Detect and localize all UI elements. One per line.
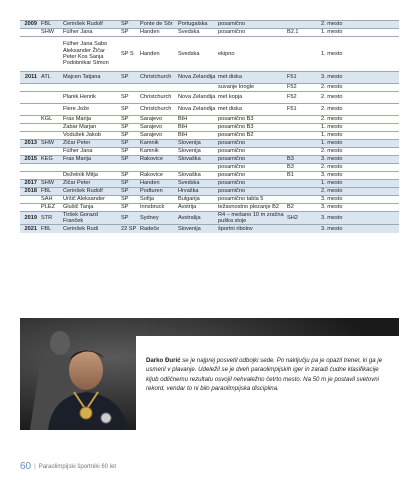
cell-name: Fras Marija: [63, 116, 91, 123]
cell-city: Innsbruck: [140, 204, 165, 211]
cell-country: BIH: [178, 116, 188, 123]
cell-year: 2021: [24, 225, 37, 232]
cell-res: 1. mesto: [321, 50, 343, 57]
cell-disc: športni ribolov: [218, 225, 253, 232]
cell-country: BIH: [178, 124, 188, 131]
cell-name: Fülher Jana: [63, 148, 93, 155]
cell-country: Slovenija: [178, 148, 201, 155]
cell-country: Slovenija: [178, 140, 201, 147]
table-row: [20, 28, 399, 36]
cell-name: Fülher Jana Sabo Aleksander Žičar Peter Kos Sanja Podobnikar Simon: [63, 41, 109, 67]
cell-city: Rakovice: [140, 172, 164, 179]
cell-cls: SP: [121, 21, 129, 28]
table-row: [20, 224, 399, 233]
caption-text: se je najprej posvetil odbojki sede. Po naključju pa je opazil trener, ki ga je usmeril v plavanje. Udeležil se je dveh paraolimpijskih iger in zaradi čudne klasifikacije kljub odličnemu rezultatu osvojil nehvaležno četrto mesto. Na 50 m je postavil svetovni rekord, vendar to ni bilo paraolimpijska disciplina.: [146, 357, 383, 393]
cell-country: Švedska: [178, 50, 200, 57]
cell-res: 2. mesto: [321, 188, 343, 195]
cell-cat: F52: [287, 94, 297, 101]
cell-club: FBL: [41, 21, 52, 28]
cell-city: Rakovice: [140, 156, 164, 163]
cell-city: Podturen: [140, 188, 163, 195]
cell-name: Majcen Tatjana: [63, 74, 101, 81]
cell-name: Tiršek Gorazd Franček: [63, 211, 98, 224]
table-row: [20, 91, 399, 103]
cell-cls: SP: [121, 124, 129, 131]
table-row: [20, 155, 399, 163]
table-row: [20, 171, 399, 179]
cell-disc: posamično: [218, 188, 246, 195]
cell-cls: SP: [121, 196, 129, 203]
cell-city: Christchurch: [140, 106, 172, 113]
cell-res: 2. mesto: [321, 116, 343, 123]
cell-club: KEG: [41, 156, 53, 163]
cell-year: 2018: [24, 188, 37, 195]
cell-country: Švedska: [178, 29, 200, 36]
cell-disc: ekipno: [218, 50, 235, 57]
cell-club: KGL: [41, 116, 53, 123]
cell-cls: SP: [121, 94, 129, 101]
cell-club: SHW: [41, 140, 55, 147]
cell-name: Flere Jože: [63, 106, 90, 113]
cell-name: Planik Henrik: [63, 94, 96, 101]
cell-disc: posamično: [218, 172, 246, 179]
results-table: [20, 20, 399, 233]
cell-cls: SP: [121, 204, 129, 211]
cell-cls: SP: [121, 140, 129, 147]
footer-separator: |: [34, 464, 36, 471]
cell-res: 3. mesto: [321, 156, 343, 163]
cell-name: Žičar Peter: [63, 140, 91, 147]
cell-res: 1. mesto: [321, 140, 343, 147]
cell-club: STR: [41, 214, 53, 221]
cell-country: Nova Zelandija: [178, 106, 216, 113]
publication-title: Paraolimpijski športniki 60 let: [38, 464, 117, 471]
cell-disc: posamično B2: [218, 132, 254, 139]
cell-res: 2. mesto: [321, 21, 343, 28]
cell-club: FBL: [41, 225, 52, 232]
cell-res: 3. mesto: [321, 196, 343, 203]
cell-club: ŠAH: [41, 196, 53, 203]
cell-city: Ponte de Sôr: [140, 21, 173, 28]
cell-name: Deželnik Mitja: [63, 172, 98, 179]
cell-res: 2. mesto: [321, 84, 343, 91]
cell-city: Sarajevo: [140, 132, 163, 139]
cell-city: Handen: [140, 29, 160, 36]
cell-country: Švedska: [178, 180, 200, 187]
cell-year: 2011: [24, 74, 37, 81]
cell-disc: R4 – mešano 10 m zračna puška stoje: [218, 211, 284, 224]
cell-cat: B3: [287, 164, 294, 171]
cell-country: Slovenija: [178, 225, 201, 232]
table-row: [20, 163, 399, 171]
cell-cat: SH2: [287, 214, 298, 221]
cell-name: Fülher Jana: [63, 29, 93, 36]
cell-cls: SP: [121, 180, 129, 187]
cell-year: 2017: [24, 180, 37, 187]
cell-country: Bulgarija: [178, 196, 200, 203]
table-row: [20, 83, 399, 91]
table-row: [20, 195, 399, 203]
cell-city: Kamnik: [140, 140, 159, 147]
cell-cat: B2.1: [287, 29, 299, 36]
cell-country: Nova Zelandija: [178, 74, 216, 81]
table-row: [20, 131, 399, 139]
cell-res: 1. mesto: [321, 124, 343, 131]
cell-disc: met kopja: [218, 94, 243, 101]
cell-name: Žičar Peter: [63, 180, 91, 187]
cell-disc: posamično: [218, 180, 246, 187]
cell-club: ATL: [41, 74, 51, 81]
cell-res: 2. mesto: [321, 94, 343, 101]
cell-club: SHW: [41, 180, 55, 187]
cell-disc: met diska: [218, 106, 242, 113]
cell-cat: B2: [287, 204, 294, 211]
cell-res: 1. mesto: [321, 180, 343, 187]
table-row: [20, 123, 399, 131]
cell-res: 1. mesto: [321, 132, 343, 139]
cell-city: Christchurch: [140, 94, 172, 101]
cell-disc: posamično B3: [218, 116, 254, 123]
cell-country: BIH: [178, 132, 188, 139]
cell-city: Handen: [140, 180, 160, 187]
cell-name: Cerinšek Rudolf: [63, 21, 103, 28]
cell-disc: posamično tabla 5: [218, 196, 264, 203]
cell-name: Fras Marija: [63, 156, 91, 163]
cell-cls: SP: [121, 156, 129, 163]
cell-res: 1. mesto: [321, 29, 343, 36]
cell-country: Avstralija: [178, 214, 201, 221]
cell-cls: 22 SP: [121, 225, 137, 232]
cell-cls: SP: [121, 172, 129, 179]
cell-res: 3. mesto: [321, 214, 343, 221]
cell-res: 2. mesto: [321, 164, 343, 171]
cell-cls: SP: [121, 29, 129, 36]
table-row: [20, 71, 399, 83]
cell-disc: posamično: [218, 29, 246, 36]
cell-city: Sarajevo: [140, 116, 163, 123]
cell-club: FBL: [41, 188, 52, 195]
cell-city: Sarajevo: [140, 124, 163, 131]
cell-cls: SP S: [121, 50, 134, 57]
table-row: [20, 20, 399, 28]
cell-country: Hrvaška: [178, 188, 199, 195]
page-footer: [20, 461, 116, 472]
cell-city: Christchurch: [140, 74, 172, 81]
cell-disc: težavnostno plezanje B2: [218, 204, 279, 211]
cell-cls: SP: [121, 116, 129, 123]
cell-country: Avstrija: [178, 204, 197, 211]
cell-disc: met diska: [218, 74, 242, 81]
table-row: [20, 211, 399, 224]
cell-city: Sofija: [140, 196, 154, 203]
cell-country: Portugalska: [178, 21, 208, 28]
cell-city: Kamnik: [140, 148, 159, 155]
cell-city: Handen: [140, 50, 160, 57]
caption-person-name: Darko Đurić: [146, 357, 181, 364]
table-row: [20, 139, 399, 147]
cell-city: Radeče: [140, 225, 160, 232]
cell-cls: SP: [121, 74, 129, 81]
cell-name: Žabar Marjan: [63, 124, 97, 131]
table-row: [20, 147, 399, 155]
cell-disc: posamično B3: [218, 124, 254, 131]
cell-res: 2. mesto: [321, 148, 343, 155]
cell-year: 2015: [24, 156, 37, 163]
cell-cls: SP: [121, 132, 129, 139]
cell-name: Glušič Tanja: [63, 204, 94, 211]
cell-name: Uršič Aleksander: [63, 196, 105, 203]
cell-res: 2. mesto: [321, 106, 343, 113]
cell-res: 3. mesto: [321, 225, 343, 232]
cell-year: 2019: [24, 214, 37, 221]
cell-cat: B1: [287, 172, 294, 179]
cell-year: 2013: [24, 140, 37, 147]
cell-name: Cerinšek Rudi: [63, 225, 99, 232]
table-row: [20, 36, 399, 71]
cell-cls: SP: [121, 188, 129, 195]
cell-disc: posamično: [218, 164, 246, 171]
cell-cat: F52: [287, 84, 297, 91]
table-row: [20, 115, 399, 123]
cell-res: 3. mesto: [321, 204, 343, 211]
cell-cls: SP: [121, 106, 129, 113]
cell-disc: posamično: [218, 21, 246, 28]
cell-cat: B3: [287, 156, 294, 163]
cell-name: Vodušek Jakob: [63, 132, 101, 139]
cell-name: Cerinšek Rudolf: [63, 188, 103, 195]
cell-country: Slovaška: [178, 172, 201, 179]
table-row: [20, 187, 399, 195]
table-row: [20, 203, 399, 211]
table-row: [20, 103, 399, 115]
cell-res: 3. mesto: [321, 74, 343, 81]
cell-disc: posamično: [218, 156, 246, 163]
photo-caption: [146, 356, 392, 394]
cell-year: 2009: [24, 21, 37, 28]
cell-country: Slovaška: [178, 156, 201, 163]
cell-disc: suvanje krogle: [218, 84, 255, 91]
cell-cat: F51: [287, 106, 297, 113]
cell-disc: posamično: [218, 140, 246, 147]
cell-cls: SP: [121, 214, 129, 221]
cell-disc: posamično: [218, 148, 246, 155]
cell-club: SHW: [41, 29, 55, 36]
cell-res: 3. mesto: [321, 172, 343, 179]
cell-cat: F51: [287, 74, 297, 81]
cell-country: Nova Zelandija: [178, 94, 216, 101]
cell-club: PLEZ: [41, 204, 55, 211]
cell-cls: SP: [121, 148, 129, 155]
table-row: [20, 179, 399, 187]
cell-city: Sydney: [140, 214, 159, 221]
page-number: 60: [20, 461, 32, 472]
